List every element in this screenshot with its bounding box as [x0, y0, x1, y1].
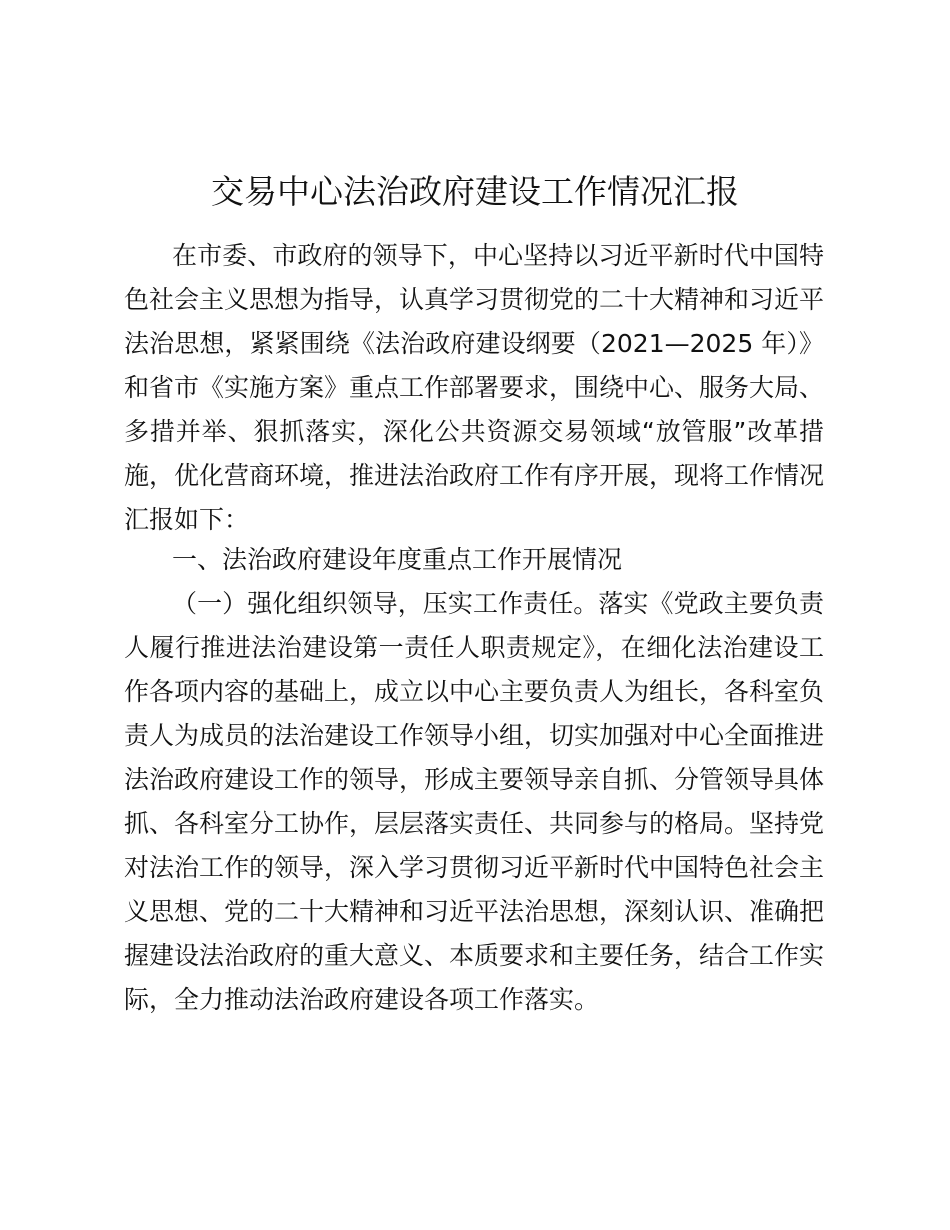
paragraph-line: 责人为成员的法治建设工作领导小组，切实加强对中心全面推进: [124, 721, 825, 750]
paragraph-line: 法治政府建设工作的领导，形成主要领导亲自抓、分管领导具体: [124, 765, 825, 794]
paragraph-line: 作各项内容的基础上，成立以中心主要负责人为组长，各科室负: [124, 677, 825, 706]
section-paragraph: [124, 582, 824, 1022]
section-heading-text: 一、法治政府建设年度重点工作开展情况: [172, 545, 623, 574]
paragraph-line: 际，全力推动法治政府建设各项工作落实。: [124, 985, 600, 1014]
paragraph-line: 抓、各科室分工协作，层层落实责任、共同参与的格局。坚持党: [124, 809, 825, 838]
paragraph-line: 义思想、党的二十大精神和习近平法治思想，深刻认识、准确把: [124, 897, 825, 926]
paragraph-line: （一）强化组织领导，压实工作责任。落实《党政主要负责: [172, 589, 824, 618]
document-title: 交易中心法治政府建设工作情况汇报: [211, 172, 739, 211]
paragraph-line: 在市委、市政府的领导下，中心坚持以习近平新时代中国特: [172, 241, 824, 270]
paragraph-line: 色社会主义思想为指导，认真学习贯彻党的二十大精神和习近平: [124, 285, 825, 314]
paragraph-line: 和省市《实施方案》重点工作部署要求，围绕中心、服务大局、: [124, 373, 825, 402]
paragraph-line: 多措并举、狠抓落实，深化公共资源交易领域“放管服”改革措: [124, 417, 824, 446]
paragraph-line: 法治思想，紧紧围绕《法治政府建设纲要（2021—2025 年）》: [124, 329, 824, 358]
section-heading: [124, 538, 824, 582]
paragraph-line: 施，优化营商环境，推进法治政府工作有序开展，现将工作情况: [124, 461, 825, 490]
intro-paragraph: [124, 234, 824, 542]
paragraph-line: 对法治工作的领导，深入学习贯彻习近平新时代中国特色社会主: [124, 853, 825, 882]
paragraph-line: 汇报如下：: [124, 505, 250, 534]
paragraph-line: 握建设法治政府的重大意义、本质要求和主要任务，结合工作实: [124, 941, 825, 970]
paragraph-line: 人履行推进法治建设第一责任人职责规定》，在细化法治建设工: [124, 633, 824, 662]
